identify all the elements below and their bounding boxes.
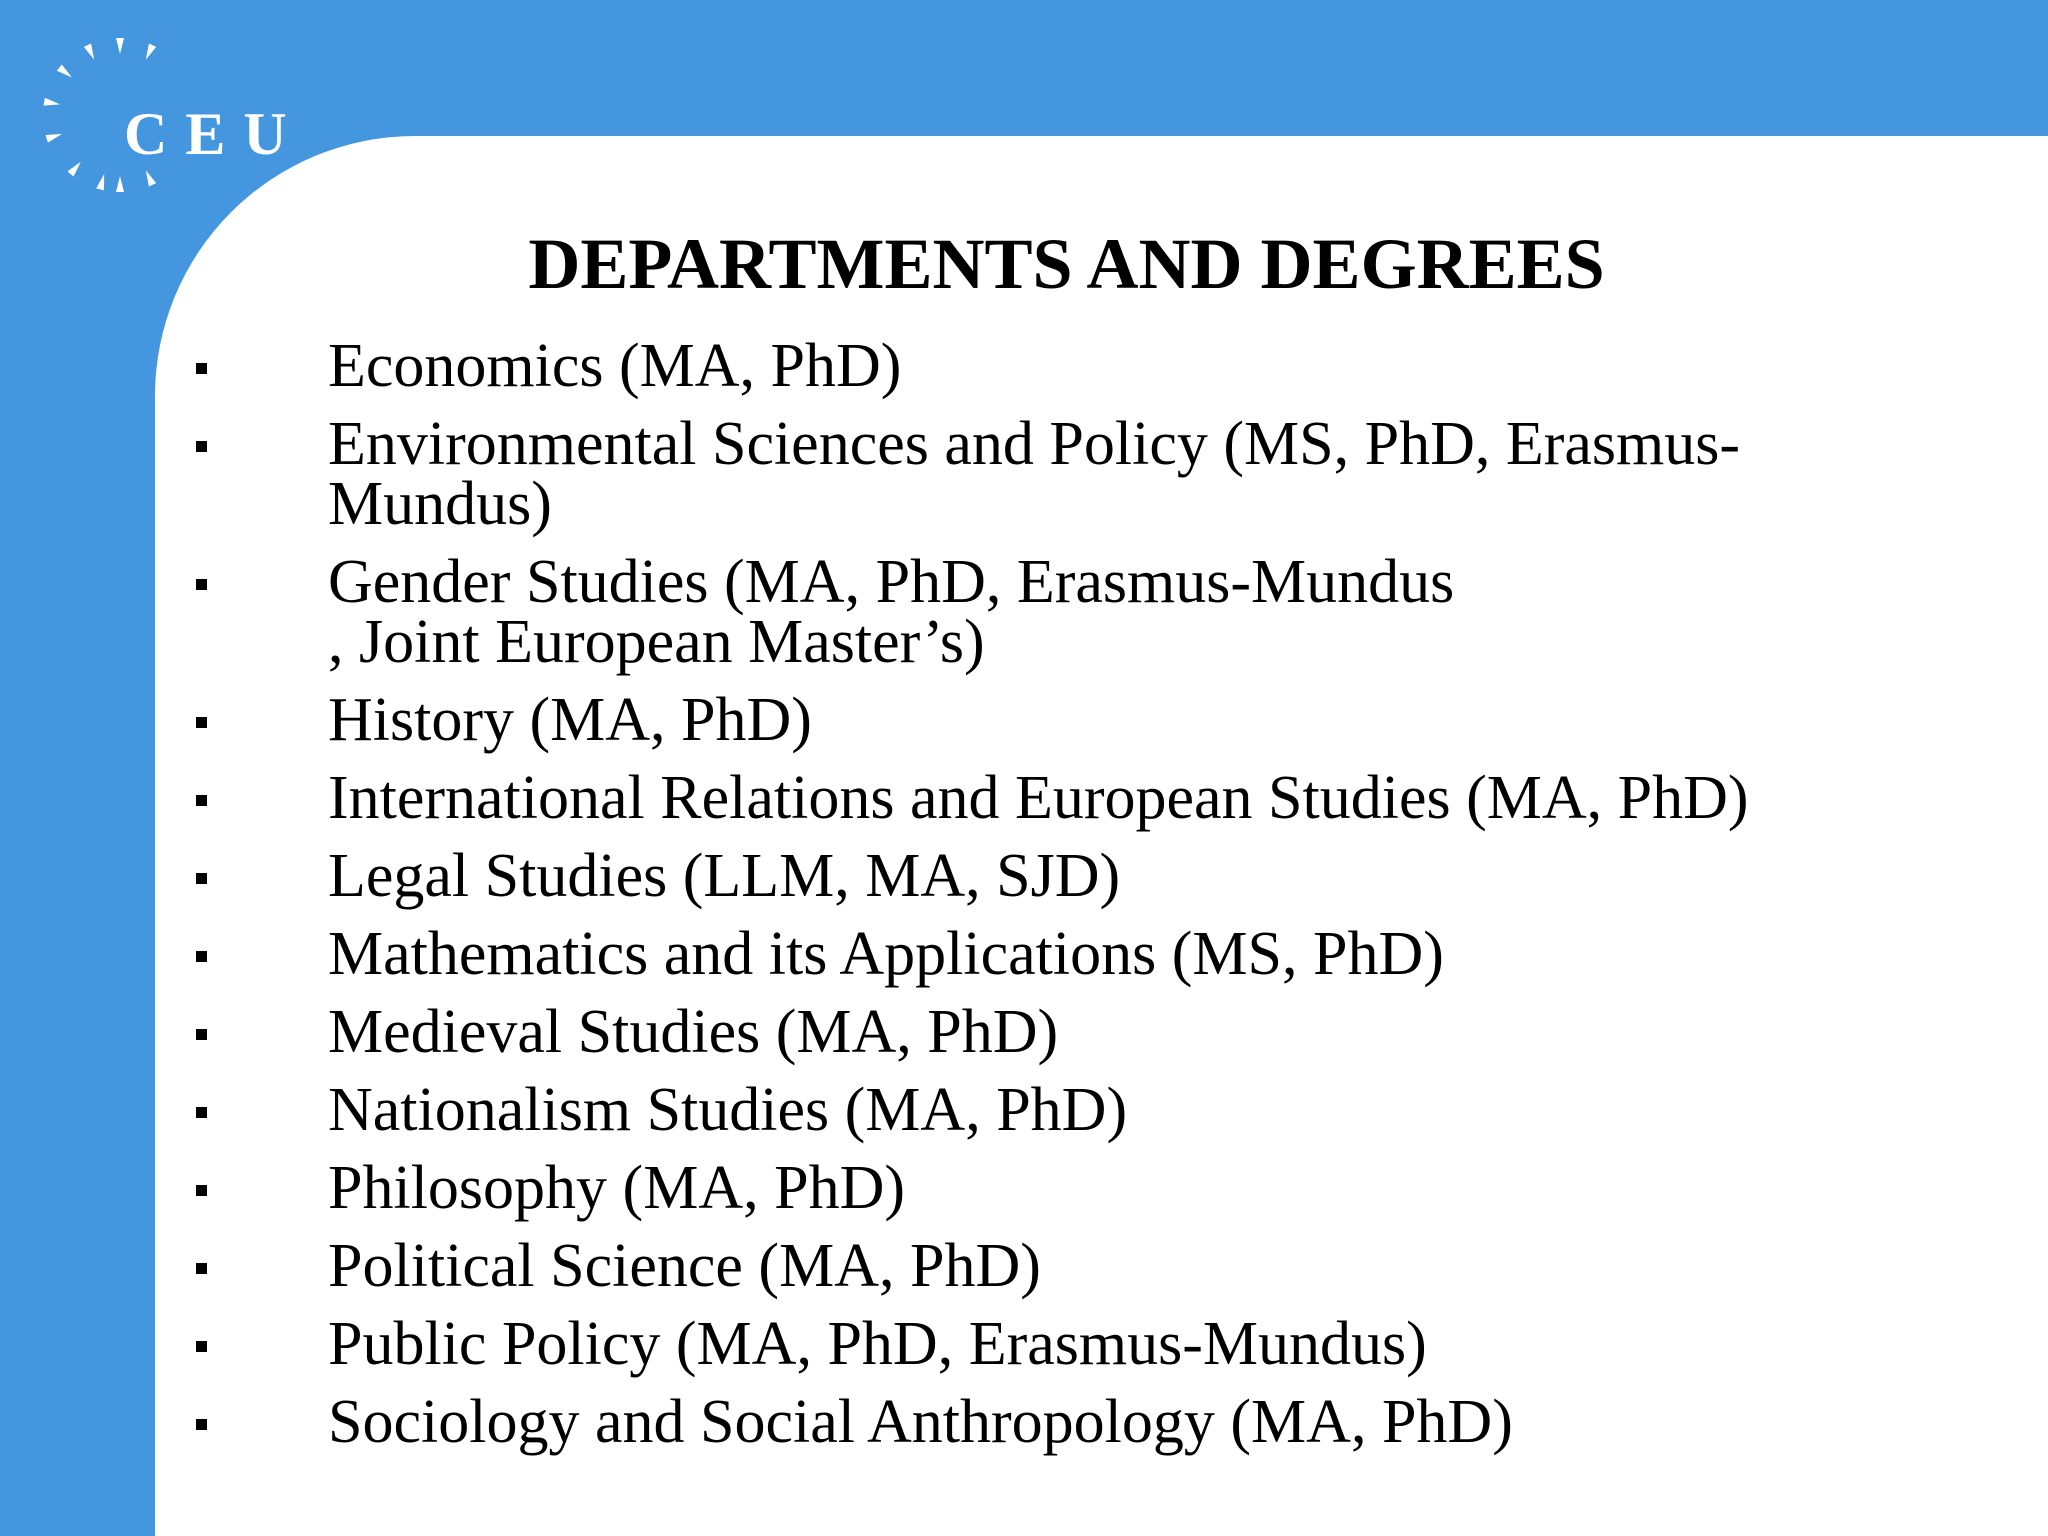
list-item: [190, 998, 1890, 1066]
left-blue-band: [0, 0, 155, 1536]
slide-title: DEPARTMENTS AND DEGREES: [528, 224, 1605, 304]
bullet-icon: [196, 1419, 207, 1430]
bullet-icon: [196, 873, 207, 884]
bullet-icon: [196, 1341, 207, 1352]
department-text: Medieval Studies (MA, PhD): [328, 998, 1059, 1066]
bullet-icon: [196, 1185, 207, 1196]
bullet-icon: [196, 1029, 207, 1040]
department-text: Economics (MA, PhD): [328, 332, 902, 400]
department-text: Philosophy (MA, PhD): [328, 1154, 906, 1222]
top-blue-band: [0, 0, 2048, 136]
list-item: [190, 1232, 1890, 1300]
department-text: Mathematics and its Applications (MS, PhD): [328, 920, 1444, 988]
department-text: History (MA, PhD): [328, 686, 812, 754]
list-item: [190, 1154, 1890, 1222]
department-text-continued: Mundus): [328, 470, 552, 538]
department-text: Public Policy (MA, PhD, Erasmus-Mundus): [328, 1310, 1427, 1378]
bullet-icon: [196, 1107, 207, 1118]
bullet-icon: [196, 951, 207, 962]
list-item: [190, 332, 1890, 400]
list-item: [190, 1388, 1890, 1456]
list-item: [190, 1076, 1890, 1144]
department-text: Gender Studies (MA, PhD, Erasmus-Mundus: [328, 548, 1455, 616]
bullet-icon: [196, 795, 207, 806]
department-text: Political Science (MA, PhD): [328, 1232, 1041, 1300]
ceu-logo: [30, 30, 305, 200]
bullet-icon: [196, 363, 207, 374]
department-text: Sociology and Social Anthropology (MA, PhD): [328, 1388, 1513, 1456]
bullet-icon: [196, 1263, 207, 1274]
list-item: [190, 764, 1890, 832]
list-item: [190, 1310, 1890, 1378]
list-item: [190, 920, 1890, 988]
list-item: [190, 686, 1890, 754]
department-text: International Relations and European Studies (MA, PhD): [328, 764, 1749, 832]
list-item: [190, 410, 1890, 538]
department-text: Legal Studies (LLM, MA, SJD): [328, 842, 1121, 910]
department-text: Environmental Sciences and Policy (MS, PhD, Erasmus-: [328, 410, 1741, 478]
department-list: [190, 332, 1890, 1470]
list-item: [190, 548, 1890, 676]
logo-text: CEU: [124, 101, 305, 167]
bullet-icon: [196, 717, 207, 728]
list-item: [190, 842, 1890, 910]
department-text: Nationalism Studies (MA, PhD): [328, 1076, 1128, 1144]
department-text-continued: , Joint European Master’s): [328, 608, 985, 676]
bullet-icon: [196, 579, 207, 590]
bullet-icon: [196, 441, 207, 452]
